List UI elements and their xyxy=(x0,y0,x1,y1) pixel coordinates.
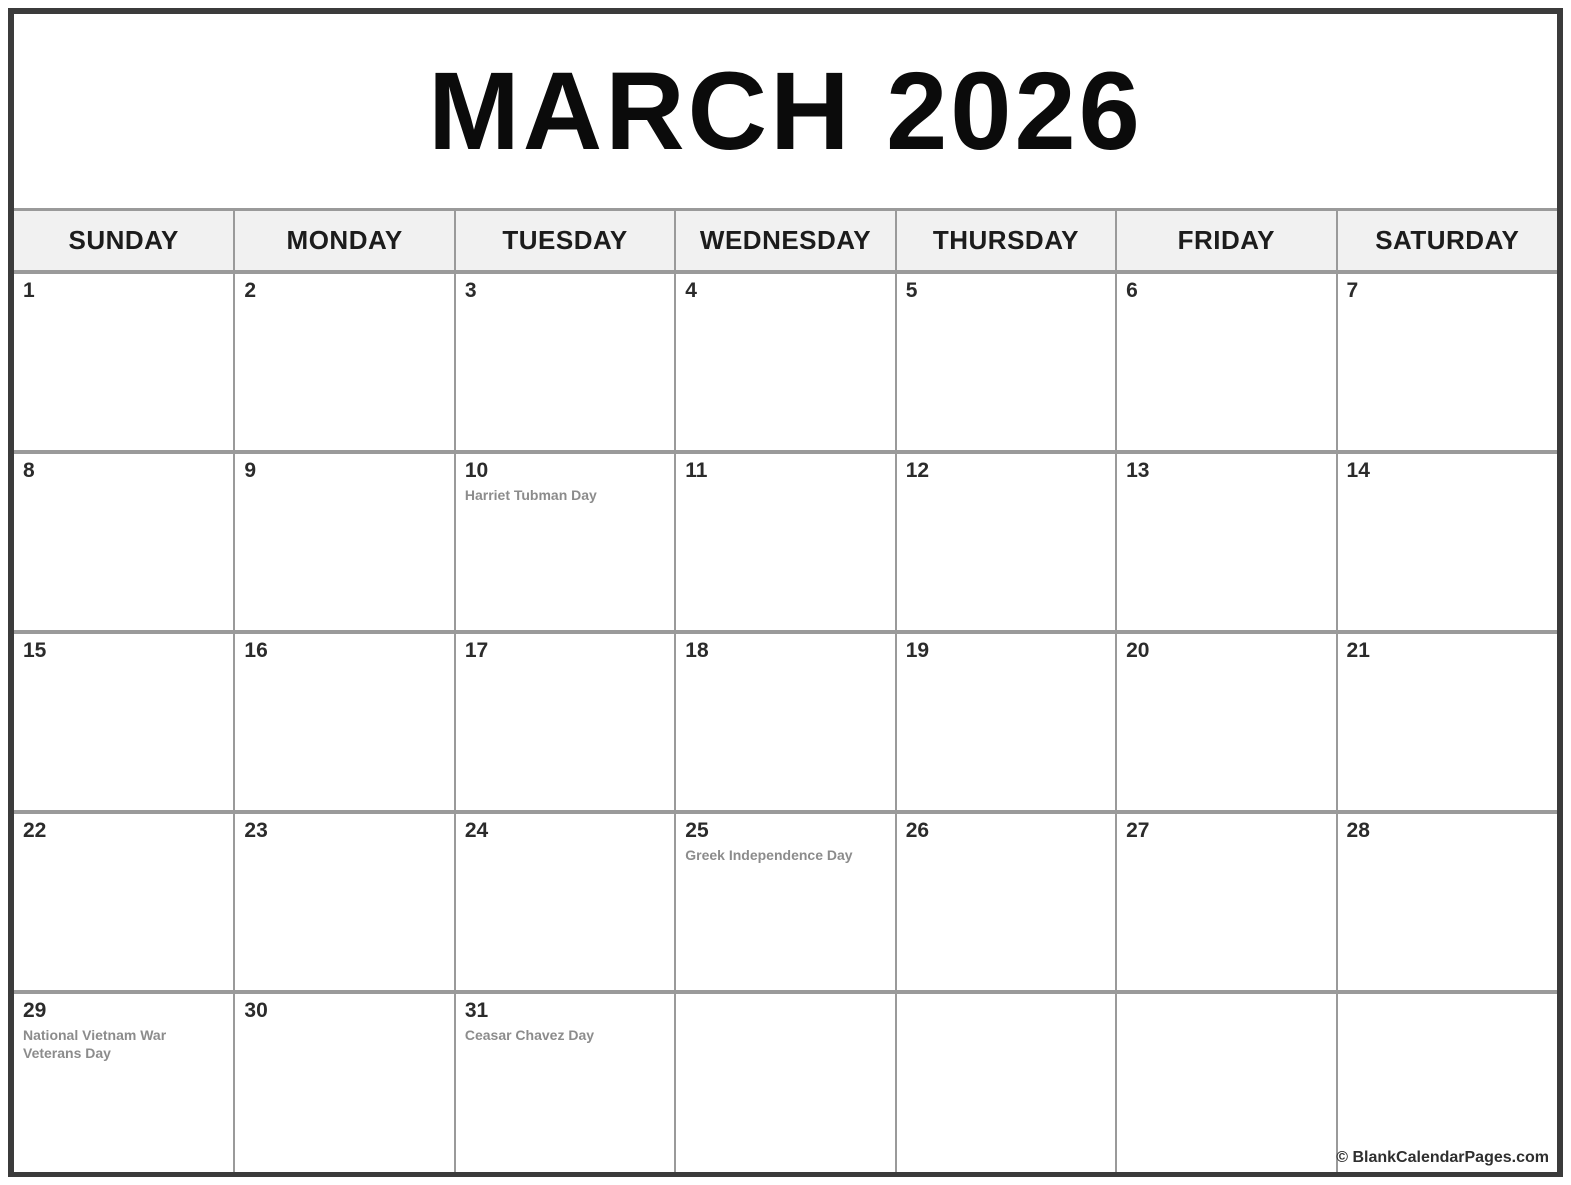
day-cell-11 xyxy=(675,452,895,632)
date-number: 26 xyxy=(905,818,930,842)
day-header-saturday: SATURDAY xyxy=(1337,210,1557,272)
date-number: 15 xyxy=(23,638,47,662)
day-header-friday: FRIDAY xyxy=(1116,210,1336,272)
day-header-monday: MONDAY xyxy=(234,210,454,272)
day-cell-25 xyxy=(675,812,895,992)
day-cell-12 xyxy=(896,452,1116,632)
day-header-wednesday: WEDNESDAY xyxy=(675,210,895,272)
date-number: 13 xyxy=(1126,458,1150,482)
weekday-header-row xyxy=(14,210,1557,272)
page-title: MARCH 2026 xyxy=(428,49,1143,173)
date-number: 23 xyxy=(244,818,268,842)
week-row-5 xyxy=(14,992,1557,1172)
date-number: 8 xyxy=(23,458,35,482)
day-cell-8 xyxy=(14,452,234,632)
date-number: 11 xyxy=(685,458,708,482)
day-cell-14 xyxy=(1337,452,1557,632)
day-cell-16 xyxy=(234,632,454,812)
holiday-label: Greek Independence Day xyxy=(685,846,853,863)
date-number: 7 xyxy=(1346,278,1359,302)
day-cell-3 xyxy=(455,272,675,452)
day-cell-28 xyxy=(1337,812,1557,992)
day-cell-26 xyxy=(896,812,1116,992)
date-number: 10 xyxy=(464,458,489,482)
day-cell-30 xyxy=(234,992,454,1172)
day-cell-27 xyxy=(1116,812,1336,992)
day-header-thursday: THURSDAY xyxy=(896,210,1116,272)
date-number: 24 xyxy=(464,818,489,842)
copyright-credit: © BlankCalendarPages.com xyxy=(1336,1148,1549,1166)
day-cell-17 xyxy=(455,632,675,812)
date-number: 27 xyxy=(1126,818,1150,842)
date-number: 12 xyxy=(905,458,930,482)
day-cell-5 xyxy=(896,272,1116,452)
week-row-1 xyxy=(14,272,1557,452)
day-cell-13 xyxy=(1116,452,1336,632)
day-cell-empty-1 xyxy=(675,992,895,1172)
date-number: 18 xyxy=(685,638,709,662)
day-cell-21 xyxy=(1337,632,1557,812)
date-number: 29 xyxy=(23,998,47,1022)
date-number: 5 xyxy=(905,278,918,302)
day-cell-24 xyxy=(455,812,675,992)
title-area xyxy=(14,14,1557,208)
day-header-tuesday: TUESDAY xyxy=(455,210,675,272)
week-row-2 xyxy=(14,452,1557,632)
date-number: 28 xyxy=(1346,818,1370,842)
date-number: 22 xyxy=(23,818,47,842)
date-number: 3 xyxy=(464,278,477,302)
date-number: 20 xyxy=(1126,638,1150,662)
date-number: 9 xyxy=(244,458,257,482)
day-cell-18 xyxy=(675,632,895,812)
day-cell-29 xyxy=(14,992,234,1172)
holiday-label: National Vietnam War Veterans Day xyxy=(23,1026,167,1061)
day-cell-9 xyxy=(234,452,454,632)
day-cell-15 xyxy=(14,632,234,812)
day-cell-1 xyxy=(14,272,234,452)
day-cell-6 xyxy=(1116,272,1336,452)
day-cell-empty-2 xyxy=(896,992,1116,1172)
day-cell-4 xyxy=(675,272,895,452)
date-number: 6 xyxy=(1126,278,1138,302)
date-number: 21 xyxy=(1346,638,1370,662)
holiday-label: Ceasar Chavez Day xyxy=(464,1026,595,1043)
day-cell-22 xyxy=(14,812,234,992)
date-number: 19 xyxy=(905,638,930,662)
date-number: 30 xyxy=(244,998,268,1022)
date-number: 16 xyxy=(244,638,268,662)
day-cell-31 xyxy=(455,992,675,1172)
date-number: 25 xyxy=(685,818,709,842)
date-number: 1 xyxy=(23,278,35,302)
holiday-label: Harriet Tubman Day xyxy=(464,486,597,503)
page-frame xyxy=(8,8,1563,1177)
date-number: 17 xyxy=(464,638,489,662)
day-cell-19 xyxy=(896,632,1116,812)
day-cell-7 xyxy=(1337,272,1557,452)
week-row-3 xyxy=(14,632,1557,812)
week-row-4 xyxy=(14,812,1557,992)
calendar-table xyxy=(14,208,1557,1172)
date-number: 2 xyxy=(244,278,257,302)
day-cell-empty-3 xyxy=(1116,992,1336,1172)
day-cell-23 xyxy=(234,812,454,992)
day-cell-20 xyxy=(1116,632,1336,812)
date-number: 14 xyxy=(1346,458,1370,482)
day-cell-10 xyxy=(455,452,675,632)
date-number: 4 xyxy=(685,278,697,302)
day-cell-empty-4 xyxy=(1337,992,1557,1172)
date-number: 31 xyxy=(464,998,489,1022)
day-header-sunday: SUNDAY xyxy=(14,210,234,272)
day-cell-2 xyxy=(234,272,454,452)
